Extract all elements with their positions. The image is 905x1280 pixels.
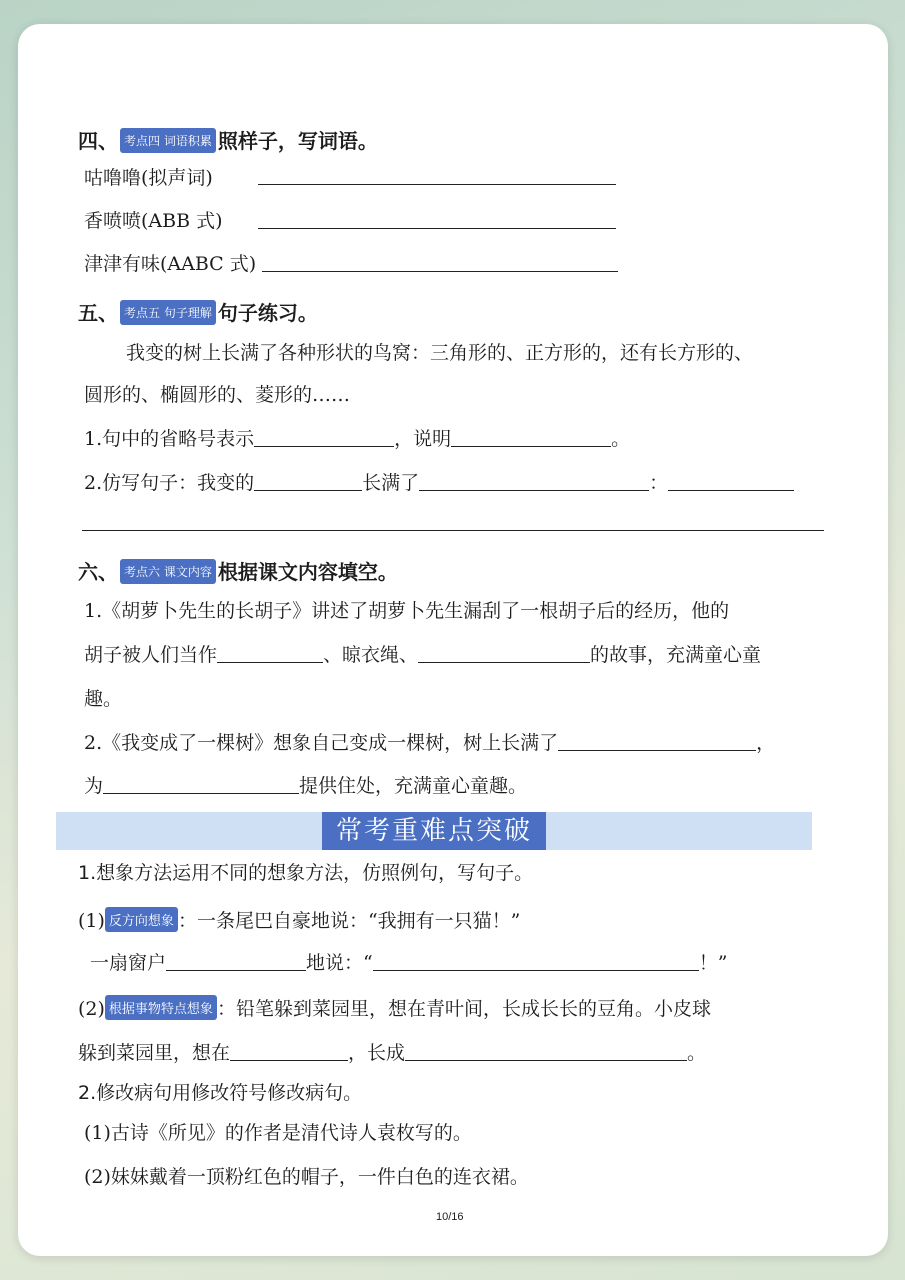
- section4-tag: 考点四 词语积累: [120, 128, 216, 153]
- part1-sub1-answer: [90, 948, 727, 975]
- page-number: 10/16: [436, 1211, 464, 1223]
- section6-heading: [78, 556, 398, 585]
- section6-q1-line3: 趣。: [84, 688, 123, 710]
- answer-line[interactable]: [82, 530, 824, 531]
- section6-q2-line1: [84, 728, 775, 755]
- section4-title: 照样子，写词语。: [217, 129, 378, 153]
- method-tag: 反方向想象: [105, 907, 178, 932]
- q-text: ：一条尾巴自豪地说：“我拥有一只猫！”: [177, 910, 521, 932]
- section5-question2: [84, 468, 794, 495]
- q-text: 一扇窗户: [90, 952, 167, 974]
- banner-title: 常考重难点突破: [322, 812, 546, 850]
- q-text: 。: [687, 1042, 707, 1064]
- answer-blank[interactable]: [558, 732, 756, 751]
- q-text: 胡子被人们当作: [84, 644, 218, 666]
- part1-sub2: [78, 994, 711, 1021]
- q-text: ：: [649, 472, 669, 494]
- q-text: ，: [756, 732, 776, 754]
- section5-passage-line2: 圆形的、椭圆形的、菱形的……: [84, 384, 351, 406]
- section6-q2-line2: [84, 771, 527, 798]
- q-text: 长满了: [362, 472, 420, 494]
- part1-sub2-line2: [78, 1038, 706, 1065]
- section6-title: 根据课文内容填空。: [217, 560, 398, 584]
- answer-blank[interactable]: [668, 472, 794, 491]
- answer-line[interactable]: [258, 228, 616, 229]
- method-tag: 根据事物特点想象: [105, 995, 217, 1020]
- answer-blank[interactable]: [419, 472, 649, 491]
- section5-passage-line1: 我变的树上长满了各种形状的鸟窝：三角形的、正方形的，还有长方形的、: [126, 342, 754, 364]
- answer-blank[interactable]: [103, 775, 299, 794]
- answer-blank[interactable]: [405, 1042, 687, 1061]
- q-text: 提供住处，充满童心童趣。: [299, 775, 528, 797]
- key-points-banner: [56, 812, 812, 850]
- q-text: ！”: [698, 952, 728, 974]
- section6-number: 六、: [78, 560, 118, 584]
- sub-number: (1): [78, 910, 105, 932]
- q-text: 的故事，充满童心童: [590, 644, 762, 666]
- q-text: 2.仿写句子：我变的: [84, 472, 255, 494]
- answer-blank[interactable]: [254, 472, 362, 491]
- sub-number: (2): [78, 998, 105, 1020]
- answer-line[interactable]: [258, 184, 616, 185]
- section5-tag: 考点五 句子理解: [120, 300, 216, 325]
- section6-tag: 考点六 课文内容: [120, 559, 216, 584]
- section5-question1: [84, 424, 630, 451]
- part1-title: 1.想象方法运用不同的想象方法，仿照例句，写句子。: [78, 862, 534, 884]
- q-text: ，说明: [394, 428, 452, 450]
- part2-sentence1: (1)古诗《所见》的作者是清代诗人袁枚写的。: [84, 1122, 472, 1144]
- q-text: 为: [84, 775, 104, 797]
- section4-heading: [78, 125, 378, 154]
- answer-blank[interactable]: [217, 644, 323, 663]
- section4-number: 四、: [78, 129, 118, 153]
- section5-number: 五、: [78, 301, 118, 325]
- section4-item-2: 香喷喷(ABB 式): [84, 210, 223, 232]
- section5-heading: [78, 297, 318, 326]
- section6-q1-line2: [84, 640, 761, 667]
- q-text: ，长成: [348, 1042, 406, 1064]
- q-text: ：铅笔躲到菜园里，想在青叶间，长成长长的豆角。小皮球: [216, 998, 711, 1020]
- q-text: 、晾衣绳、: [323, 644, 419, 666]
- section6-q1-line1: 1.《胡萝卜先生的长胡子》讲述了胡萝卜先生漏刮了一根胡子后的经历，他的: [84, 600, 730, 622]
- q-text: 地说：“: [306, 952, 373, 974]
- q-text: 1.句中的省略号表示: [84, 428, 255, 450]
- q-text: 2.《我变成了一棵树》想象自己变成一棵树，树上长满了: [84, 732, 559, 754]
- section4-item-3: 津津有味(AABC 式): [84, 253, 257, 275]
- answer-blank[interactable]: [254, 428, 394, 447]
- answer-blank[interactable]: [166, 952, 306, 971]
- part2-title: 2.修改病句用修改符号修改病句。: [78, 1082, 363, 1104]
- answer-blank[interactable]: [230, 1042, 348, 1061]
- part1-sub1: [78, 906, 520, 933]
- answer-blank[interactable]: [373, 952, 699, 971]
- q-text: 。: [611, 428, 631, 450]
- section4-item-1: 咕噜噜(拟声词): [84, 167, 213, 189]
- answer-line[interactable]: [262, 271, 618, 272]
- section5-title: 句子练习。: [217, 301, 318, 325]
- part2-sentence2: (2)妹妹戴着一顶粉红色的帽子，一件白色的连衣裙。: [84, 1166, 529, 1188]
- q-text: 躲到菜园里，想在: [78, 1042, 231, 1064]
- answer-blank[interactable]: [418, 644, 590, 663]
- answer-blank[interactable]: [451, 428, 611, 447]
